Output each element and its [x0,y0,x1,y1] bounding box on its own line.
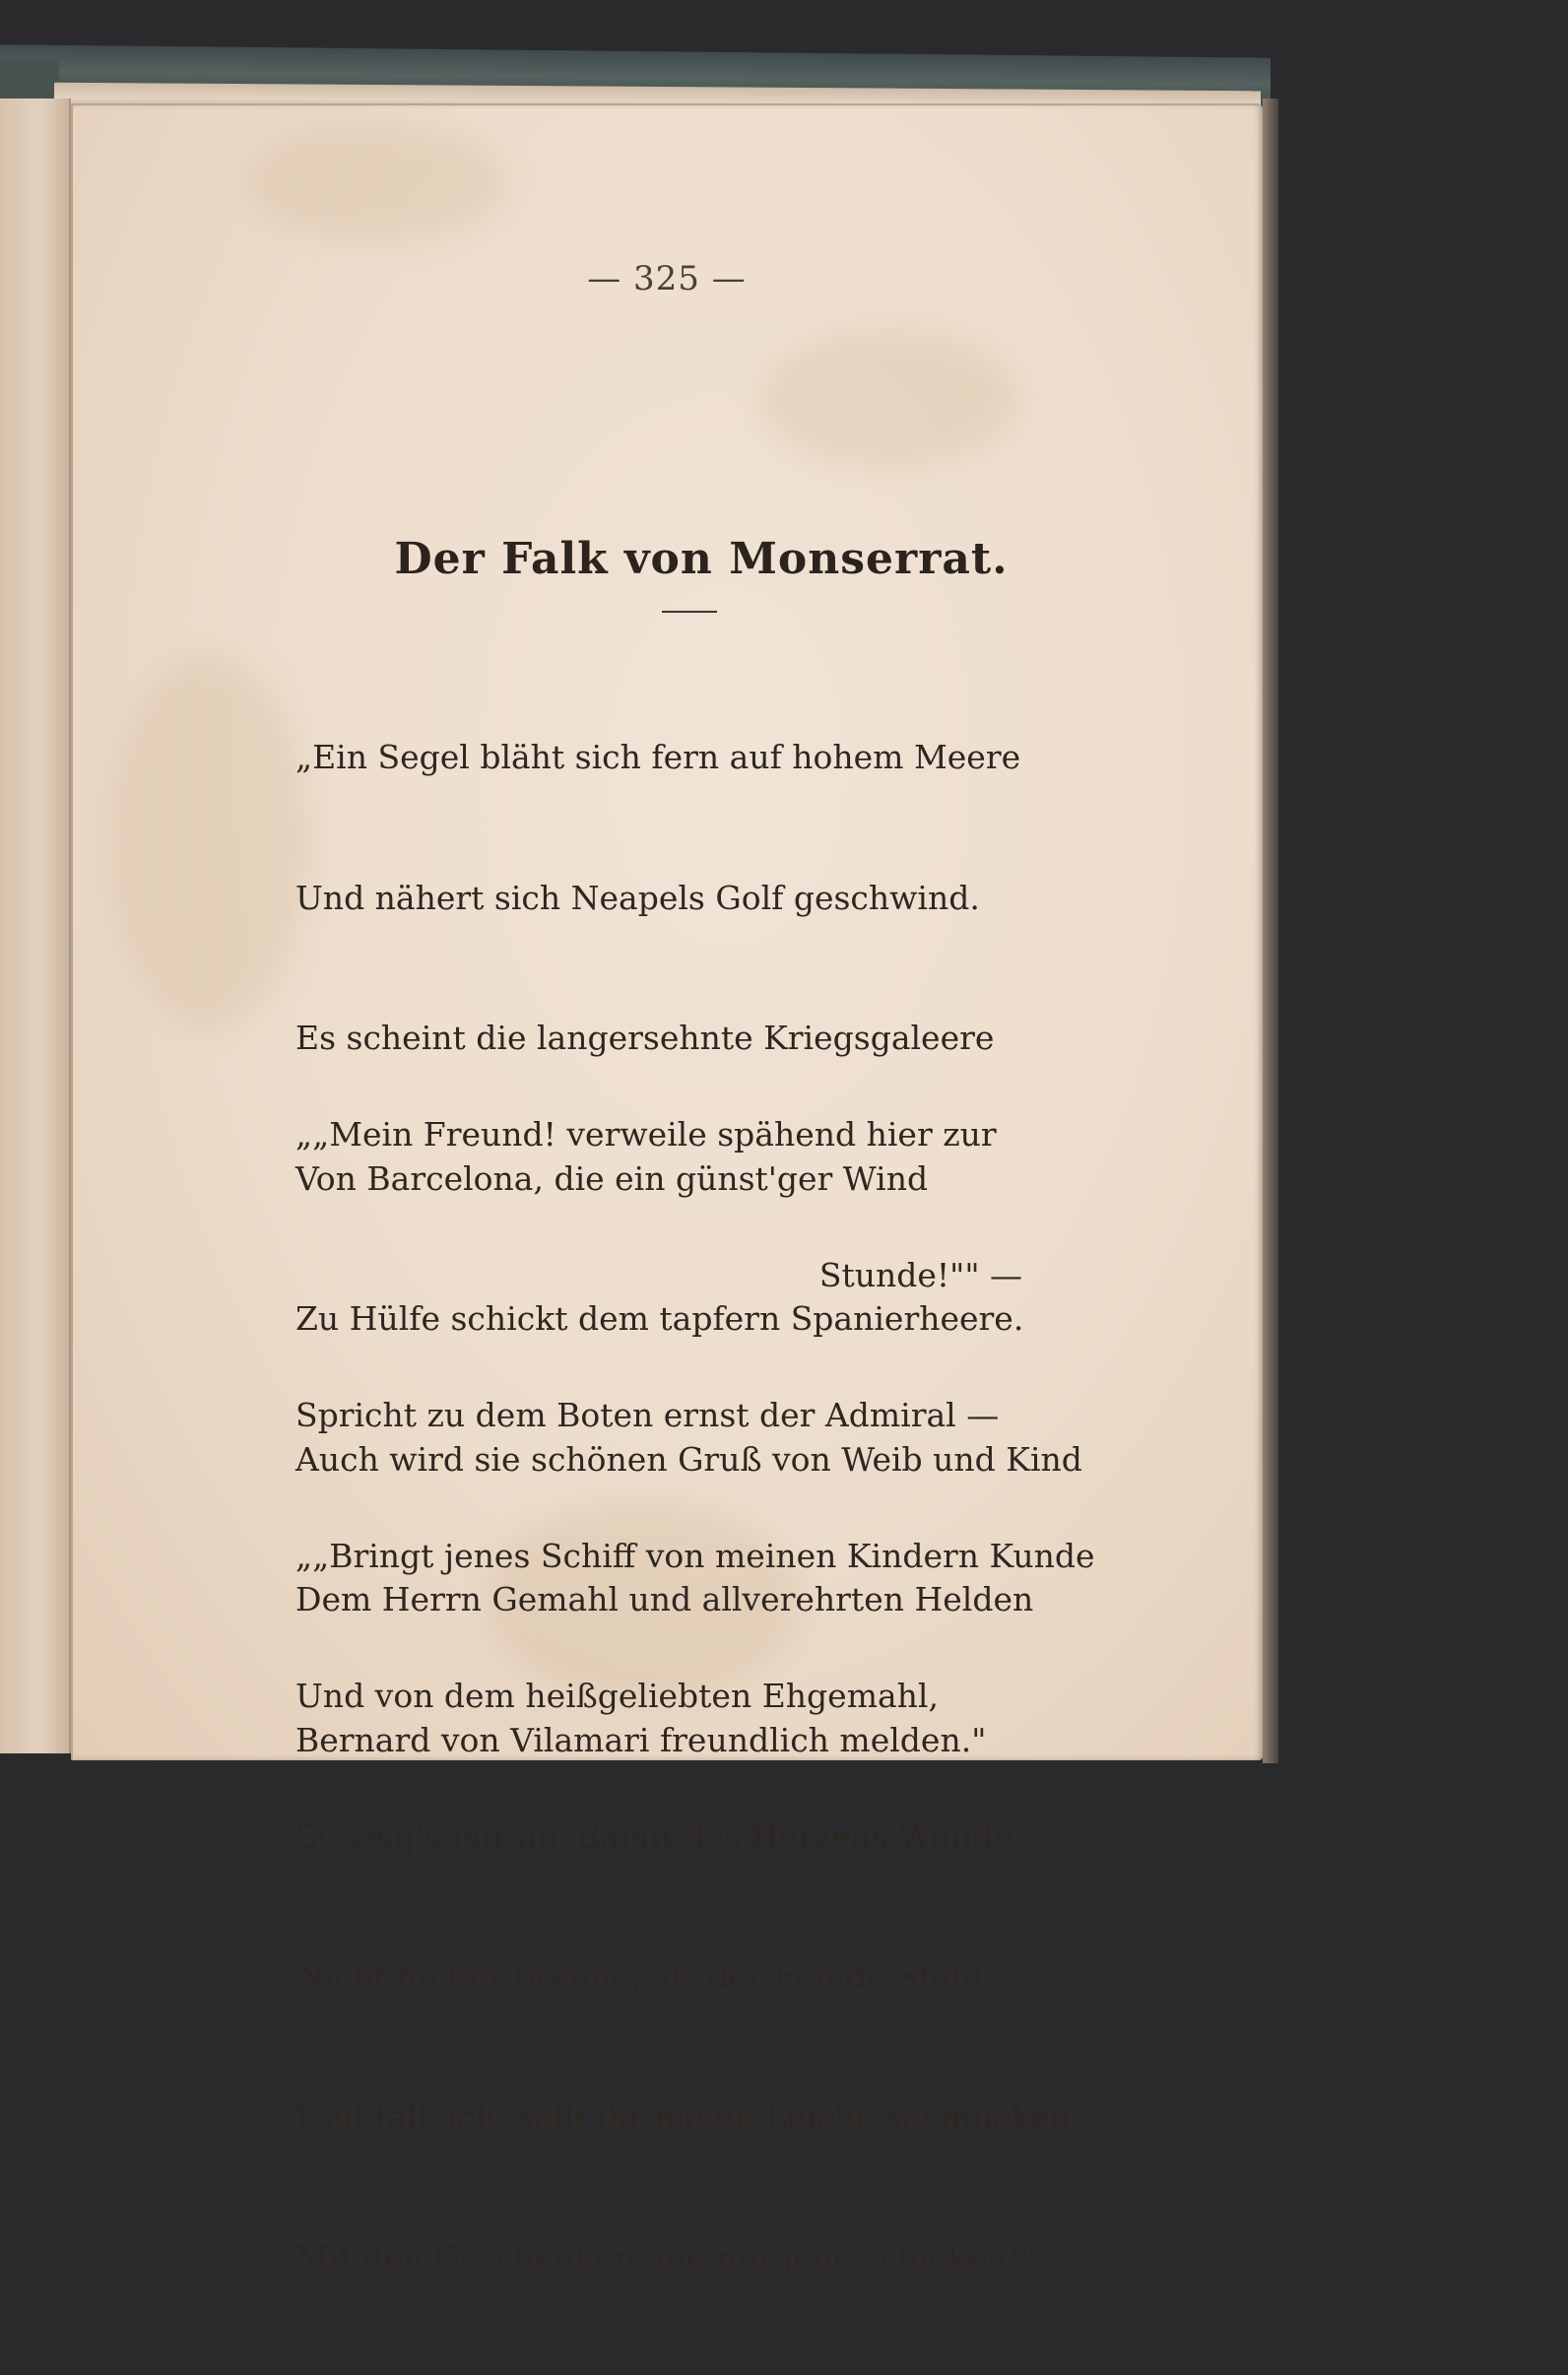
verse-line: Von Barcelona, die ein günst'ger Wind [295,1158,929,1198]
paper-stain [110,655,307,1029]
left-page-edge [0,99,71,1753]
verse-line: Es scheint die langersehnte Kriegsgaleere [295,1019,995,1057]
verse-line: Nicht heißer brenne, als der Feinde Stahl. [295,1957,993,1996]
verse-line: Und fall' ich, sollt ihr meine Leiche schmücken [295,2097,1072,2137]
verse-line: Und nähert sich Neapels Golf geschwind. [295,878,980,917]
verse-line: Spricht zu dem Boten ernst der Admiral — [295,1396,1000,1434]
verse-line: „Ein Segel bläht sich fern auf hohem Meere [295,738,1021,776]
verse-line: Zu Hülfe schickt dem tapfern Spanierheere. [295,1299,1024,1338]
paper-stain [248,123,504,241]
title-divider [662,611,717,613]
verse-line: Mit den Geschenken, die mir jene schicken!"" [295,2238,1051,2276]
verse-line: Und von dem heißgeliebten Ehgemahl, [295,1677,939,1715]
verse-line: Bernard von Vilamari freundlich melden." [295,1720,987,1759]
verse-line: Dem Herrn Gemahl und allverehrten Helden [295,1580,1034,1618]
book-page [71,103,1263,2276]
verse-line: „„Bringt jenes Schiff von meinen Kindern Kunde [295,1536,1095,1575]
paper-stain [760,330,1016,468]
verse-line: „„Mein Freund! verweile spähend hier zur [295,1115,997,1154]
page-right-edge [1263,99,1278,1763]
verse-line: Auch wird sie schönen Gruß von Weib und Kind [295,1439,1082,1479]
poem-title: Der Falk von Monserrat. [394,534,1009,584]
verse-line-continuation: Stunde!"" — [818,1255,1022,1294]
stanza-2 [295,1018,1095,2375]
verse-line: So zeig's mir an, damit des Herzens Wunde [295,1816,1013,1856]
page-number: — 325 — [587,259,747,298]
